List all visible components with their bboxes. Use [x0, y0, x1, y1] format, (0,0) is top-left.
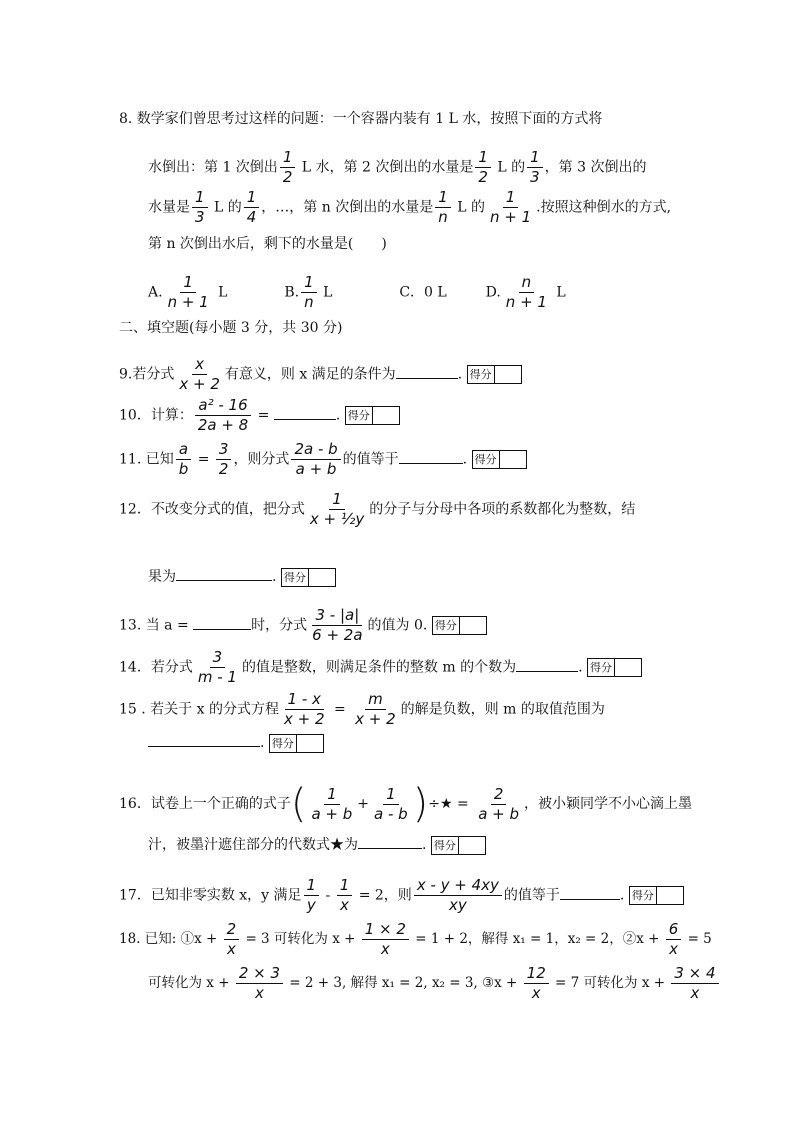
- score-box: [587, 658, 642, 677]
- q8-text: L 水，第 2 次倒出的水量是: [297, 159, 474, 176]
- period: .: [335, 407, 341, 424]
- q16-text: ，被小颖同学不小心滴上墨: [524, 796, 693, 812]
- fraction: $\frac{a}{b}$: [176, 440, 192, 479]
- score-cell[interactable]: [309, 569, 335, 586]
- answer-blank[interactable]: [148, 732, 260, 747]
- fraction: $\frac{3 \times 4}{x}$: [671, 964, 718, 1003]
- q18-text: 18. 已知: ①x +: [119, 931, 222, 947]
- option-c[interactable]: C．0 L: [399, 284, 447, 301]
- score-cell[interactable]: [373, 407, 399, 424]
- q8-text: L 的: [452, 199, 485, 216]
- fraction: $\frac{\text{a² - 16}}{2a + 8}$: [195, 396, 251, 435]
- q8-text: 水量是: [148, 199, 190, 216]
- fraction: $\frac{1}{n + 1}$: [489, 188, 532, 226]
- q17: [119, 876, 684, 915]
- score-cell[interactable]: [615, 659, 641, 676]
- fraction: $\frac{x - y + 4xy}{xy}$: [414, 876, 502, 915]
- q8-text: L 的: [209, 199, 242, 216]
- fraction: $\frac{3}{2}$: [216, 440, 232, 479]
- score-cell[interactable]: [460, 617, 486, 634]
- answer-blank[interactable]: [358, 834, 422, 849]
- q16-line2: [148, 834, 486, 855]
- q13-text: 时，分式: [251, 617, 308, 634]
- q14: [119, 648, 642, 687]
- fraction: $\frac{1}{4}$: [244, 188, 260, 227]
- score-cell[interactable]: [500, 451, 526, 468]
- score-label: 得分: [588, 659, 615, 676]
- q9: [119, 355, 522, 394]
- section-title: 二、填空题(每小题 3 分，共 30 分): [119, 320, 343, 336]
- equals-sign: =: [193, 451, 214, 468]
- q15-line2: [148, 732, 324, 753]
- q8-text: L 的: [492, 159, 526, 176]
- period: .: [619, 887, 625, 904]
- q13-text: 的值为 0.: [367, 617, 428, 634]
- period: .: [422, 837, 427, 853]
- q17-text: = 2，则: [354, 887, 412, 904]
- unit: L: [213, 284, 228, 301]
- score-box: [472, 450, 527, 469]
- score-box: [269, 734, 324, 753]
- equals-sign: =: [329, 701, 351, 718]
- score-cell[interactable]: [657, 887, 683, 904]
- q18-text: = 1 + 2，解得 x₁ = 1，x₂ = 2，②x +: [410, 931, 664, 947]
- q11: [119, 440, 527, 479]
- q12: [119, 490, 635, 529]
- q11-text: 的值等于: [342, 451, 399, 468]
- fraction: $\frac{1}{n}$: [301, 273, 317, 312]
- answer-blank[interactable]: [560, 885, 620, 900]
- q8-line4: [148, 234, 387, 254]
- score-label: 得分: [432, 837, 459, 854]
- fraction: $\frac{1}{y}$: [304, 876, 320, 915]
- q18: [119, 920, 712, 959]
- period: .: [578, 659, 583, 676]
- q8-line3: [148, 188, 671, 227]
- score-cell[interactable]: [459, 837, 485, 854]
- fraction: $\frac{1}{\text{x + ½y}}$: [309, 490, 365, 528]
- fraction: $\frac{x}{x + 2}$: [179, 355, 220, 393]
- q8-line2: [148, 148, 646, 187]
- score-label: 得分: [282, 569, 309, 586]
- fraction: $\frac{1}{a + b}$: [311, 784, 353, 823]
- q8-text: ，第 3 次倒出的: [544, 159, 647, 176]
- fraction: $\frac{2}{x}$: [224, 920, 240, 959]
- q12-text: 12．不改变分式的值，把分式: [119, 501, 305, 518]
- option-a[interactable]: A.: [148, 284, 163, 301]
- fraction: $\frac{3 - |a|}{6 + 2a}$: [312, 606, 363, 644]
- fraction: $\frac{1}{2}$: [475, 148, 491, 187]
- score-cell[interactable]: [297, 735, 323, 752]
- q8-text: 8. 数学家们曾思考过这样的问题：一个容器内装有 1 L 水，按照下面的方式将: [119, 111, 603, 127]
- score-label: 得分: [346, 407, 373, 424]
- right-paren: ): [412, 781, 429, 827]
- q8-text: .按照这种倒水的方式,: [536, 199, 672, 216]
- q8-text: 水倒出：第 1 次倒出: [148, 159, 278, 176]
- q11-text: 11. 已知: [119, 451, 174, 468]
- answer-blank[interactable]: [399, 449, 463, 464]
- q17-text: 17．已知非零实数 x，y 满足: [119, 887, 302, 904]
- fraction: $\frac{2}{a + b}$: [478, 784, 520, 823]
- answer-blank[interactable]: [176, 566, 272, 581]
- fraction: $\frac{1}{3}$: [192, 188, 208, 227]
- q9-text: 9.若分式: [119, 366, 175, 383]
- q9-text: 有意义，则 x 满足的条件为: [224, 366, 396, 383]
- q13: [119, 606, 487, 645]
- q16: 16．试卷上一个正确的式子( $\frac{1}{a + b}$ + $\frac{1}{a - b}$ )÷★ = $\frac{2}{a + b}$ ，被小颖同学不小心滴上墨: [119, 781, 693, 827]
- q18-text: = 2 + 3, 解得 x₁ = 2, x₂ = 3, ③x +: [285, 975, 522, 991]
- fraction: $\frac{m}{x + 2}$: [355, 690, 396, 728]
- q15-text: 的解是负数，则 m 的取值范围为: [400, 701, 605, 718]
- section-heading: [119, 318, 342, 338]
- q11-text: ，则分式: [233, 451, 290, 468]
- q15: [119, 690, 605, 729]
- q14-text: 14．若分式: [119, 659, 193, 676]
- fraction: $\frac{3}{m - 1}$: [197, 648, 237, 686]
- q14-text: 的值是整数，则满足条件的整数 m 的个数为: [241, 659, 517, 676]
- score-label: 得分: [433, 617, 460, 634]
- score-label: 得分: [630, 887, 657, 904]
- option-d[interactable]: D.: [485, 284, 501, 301]
- score-box: [467, 365, 522, 384]
- fraction: $\frac{1}{n + 1}$: [167, 273, 209, 311]
- answer-blank[interactable]: [193, 615, 251, 630]
- fraction: $\frac{n}{n + 1}$: [505, 273, 547, 311]
- period: .: [462, 451, 468, 468]
- q16-text: 16．试卷上一个正确的式子: [119, 796, 291, 812]
- fraction: $\frac{2a - b}{a + b}$: [291, 440, 340, 479]
- fraction: $\frac{1}{x}$: [337, 876, 353, 915]
- score-box: [281, 568, 336, 587]
- fraction: $\frac{12}{x}$: [524, 964, 549, 1003]
- fraction: $\frac{1 - x}{x + 2}$: [283, 690, 325, 728]
- q12-line2: [148, 566, 336, 587]
- period: .: [272, 569, 277, 585]
- q18-text: = 5: [683, 931, 712, 947]
- fraction: $\frac{6}{x}$: [666, 920, 682, 959]
- q16-text: 汁，被墨汁遮住部分的代数式★为: [148, 837, 358, 853]
- score-label: 得分: [473, 451, 500, 468]
- answer-blank[interactable]: [516, 657, 578, 672]
- period: .: [457, 366, 463, 383]
- q16-text: ÷★ =: [428, 796, 474, 812]
- score-box: [345, 406, 400, 425]
- score-label: 得分: [468, 366, 495, 383]
- score-box: [431, 836, 486, 855]
- fraction: $\frac{1}{a - b}$: [374, 784, 408, 823]
- q10-text: 10．计算：: [119, 407, 193, 424]
- fraction: $\frac{1}{2}$: [280, 148, 296, 187]
- equals-sign: =: [253, 407, 274, 424]
- fraction: $\frac{1}{n}$: [435, 188, 451, 227]
- q12-text: 的分子与分母中各项的系数都化为整数，结: [369, 501, 636, 518]
- minus-sign: -: [321, 887, 335, 904]
- option-b[interactable]: B.: [284, 284, 300, 301]
- q8-options: [148, 273, 566, 312]
- q18-text: 可转化为 x +: [148, 975, 234, 991]
- q17-text: 的值等于: [503, 887, 560, 904]
- q10: [119, 396, 400, 435]
- score-label: 得分: [270, 735, 297, 752]
- q8-text: 第 n 次倒出水后，剩下的水量是( ): [148, 236, 387, 252]
- q8-text: ，…，第 n 次倒出的水量是: [261, 199, 434, 216]
- period: .: [260, 735, 265, 751]
- answer-blank[interactable]: [396, 364, 458, 379]
- q18-line2: [148, 964, 721, 1003]
- q15-text: 15 . 若关于 x 的分式方程: [119, 701, 279, 718]
- fraction: $\frac{2 \times 3}{x}$: [236, 964, 283, 1003]
- q13-text: 13. 当 a =: [119, 617, 194, 634]
- unit: L: [318, 284, 333, 301]
- q18-text: = 7 可转化为 x +: [550, 975, 670, 991]
- q12-text: 果为: [148, 569, 176, 585]
- score-cell[interactable]: [495, 366, 521, 383]
- q8-line1: [119, 109, 602, 129]
- answer-blank[interactable]: [274, 405, 336, 420]
- q18-text: = 3 可转化为 x +: [241, 931, 360, 947]
- fraction: $\frac{1}{3}$: [527, 148, 543, 187]
- score-box: [432, 616, 487, 635]
- left-paren: (: [290, 781, 307, 827]
- score-box: [629, 886, 684, 905]
- unit: L: [551, 284, 566, 301]
- fraction: $\frac{1 \times 2}{x}$: [362, 920, 409, 959]
